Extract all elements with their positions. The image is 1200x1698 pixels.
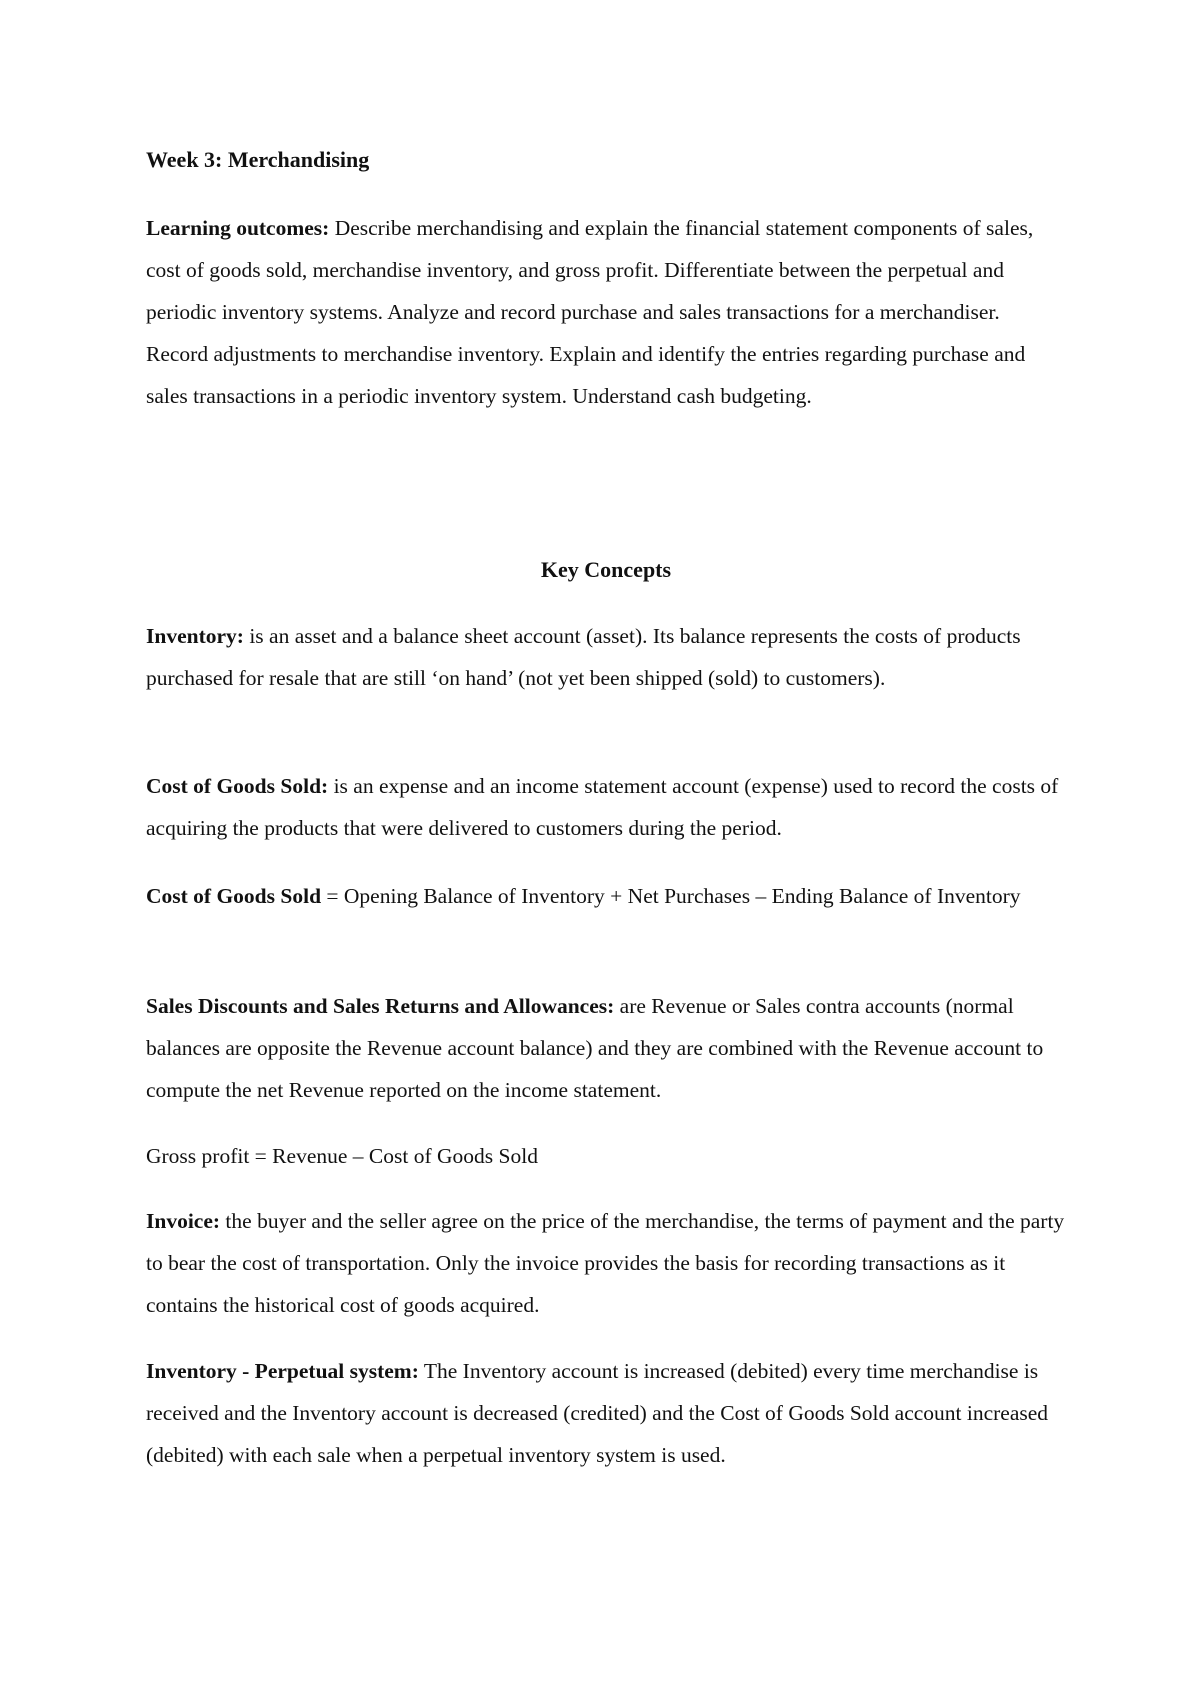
invoice-label: Invoice: xyxy=(146,1209,221,1233)
cogs-formula-label: Cost of Goods Sold xyxy=(146,884,322,908)
key-concepts-heading: Key Concepts xyxy=(540,557,672,582)
learning-outcomes-text: Describe merchandising and explain the financial statement components of sales, cost of goods sold, merchandise inventory, and gross profit. Differentiate between the perpetual and periodic inventory systems. Analyze and record purchase and sales transactions for a merchandiser. Record adjustments to merchandise inventory. Explain and identify the entries regarding purchase and sales transactions in a periodic inventory system. Understand cash budgeting. xyxy=(146,216,1034,408)
perpetual-system-text: The Inventory account is increased (debited) every time merchandise is received and the Inventory account is decreased (credited) and the Cost of Goods Sold account increased (debited) with each sale when a perpetual inventory system is used. xyxy=(146,1359,1049,1467)
cogs-text: is an expense and an income statement account (expense) used to record the costs of acquiring the products that were delivered to customers during the period. xyxy=(146,774,1059,840)
cogs-formula-text: = Opening Balance of Inventory + Net Purchases – Ending Balance of Inventory xyxy=(321,884,1021,908)
inventory-paragraph xyxy=(146,615,1066,699)
invoice-paragraph xyxy=(146,1200,1066,1326)
cogs-formula-paragraph xyxy=(146,875,1066,917)
sales-discounts-label: Sales Discounts and Sales Returns and Allowances: xyxy=(146,994,615,1018)
learning-outcomes-label: Learning outcomes: xyxy=(146,216,330,240)
page-title: Week 3: Merchandising xyxy=(146,147,370,172)
sales-discounts-text: are Revenue or Sales contra accounts (normal balances are opposite the Revenue account balance) and they are combined with the Revenue account to compute the net Revenue reported on the income statement. xyxy=(146,994,1044,1102)
inventory-text: is an asset and a balance sheet account (asset). Its balance represents the costs of products purchased for resale that are still ‘on hand’ (not yet been shipped (sold) to customers). xyxy=(146,624,1021,690)
gross-profit-formula: Gross profit = Revenue – Cost of Goods Sold xyxy=(146,1144,538,1168)
perpetual-system-label: Inventory - Perpetual system: xyxy=(146,1359,419,1383)
cogs-label: Cost of Goods Sold: xyxy=(146,774,329,798)
cogs-paragraph xyxy=(146,765,1066,849)
inventory-label: Inventory: xyxy=(146,624,244,648)
sales-discounts-paragraph xyxy=(146,985,1066,1111)
learning-outcomes-paragraph xyxy=(146,207,1066,417)
perpetual-system-paragraph xyxy=(146,1350,1066,1476)
invoice-text: the buyer and the seller agree on the price of the merchandise, the terms of payment and the party to bear the cost of transportation. Only the invoice provides the basis for recording transactions as it contains the historical cost of goods acquired. xyxy=(146,1209,1065,1317)
